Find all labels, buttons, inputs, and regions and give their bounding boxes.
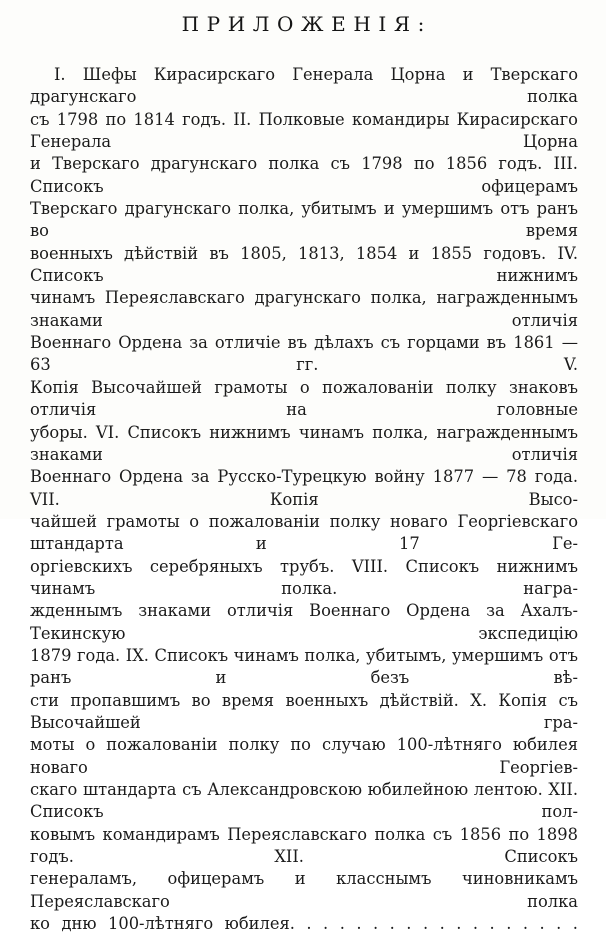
text-line: сти пропавшимъ во время военныхъ дѣйствій. X. Копія съ Высочайшей гра- [30,690,578,732]
text-line: оргіевскихъ серебряныхъ трубъ. VIII. Списокъ нижнимъ чинамъ полка. награ- [30,556,578,598]
appendix-list-paragraph [30,64,578,935]
page-title: ПРИЛОЖЕНІЯ: [181,12,432,36]
text-line: чинамъ Переяславскаго драгунскаго полка, награжденнымъ знаками отличія [30,288,578,330]
text-line: и Тверскаго драгунскаго полка съ 1798 по 1856 годъ. III. Списокъ офицерамъ [30,154,578,196]
text-line: I. Шефы Кирасирскаго Генерала Цорна и Тверскаго драгунскаго полка [30,65,578,107]
text-line: уборы. VI. Списокъ нижнимъ чинамъ полка, награжденнымъ знаками отличія [30,422,578,464]
text-line: военныхъ дѣйствій въ 1805, 1813, 1854 и 1855 годовъ. IV. Списокъ нижнимъ [30,243,578,286]
text-line: съ 1798 по 1814 годъ. II. Полковые командиры Кирасирскаго Генерала Цорна [30,109,578,152]
text-line: жденнымъ знаками отличія Военнаго Ордена за Ахалъ-Текинскую экспедицію [30,601,578,643]
text-line: генераламъ, офицерамъ и класснымъ чиновникамъ Переяславскаго полка [30,869,578,911]
text-line: Военнаго Ордена за отличіе въ дѣлахъ съ горцами въ 1861 — 63 гг. V. [30,333,578,375]
text-line: скаго штандарта съ Александровскою юбилейною лентою. XII. Списокъ пол- [30,780,578,822]
text-line-dot-leader: ко дню 100-лѣтняго юбилея. . . . . . . . . . . . . . . . . . [30,914,578,934]
text-line: Копія Высочайшей грамоты о пожалованіи полку знаковъ отличія на головные [30,377,578,420]
text-line: Тверскаго драгунскаго полка, убитымъ и умершимъ отъ ранъ во время [30,199,578,241]
text-line: моты о пожалованіи полку по случаю 100-лѣтняго юбилея новаго Георгіев- [30,735,578,777]
text-line: Военнаго Ордена за Русско-Турецкую войну 1877 — 78 года. VII. Копія Высо- [30,467,578,509]
text-line: ковымъ командирамъ Переяславскаго полка съ 1856 по 1898 годъ. XII. Списокъ [30,824,578,867]
text-line: чайшей грамоты о пожалованіи полку новаго Георгіевскаго штандарта и 17 Ге- [30,511,578,554]
text-line: 1879 года. IX. Списокъ чинамъ полка, убитымъ, умершимъ отъ ранъ и безъ вѣ- [30,645,578,688]
